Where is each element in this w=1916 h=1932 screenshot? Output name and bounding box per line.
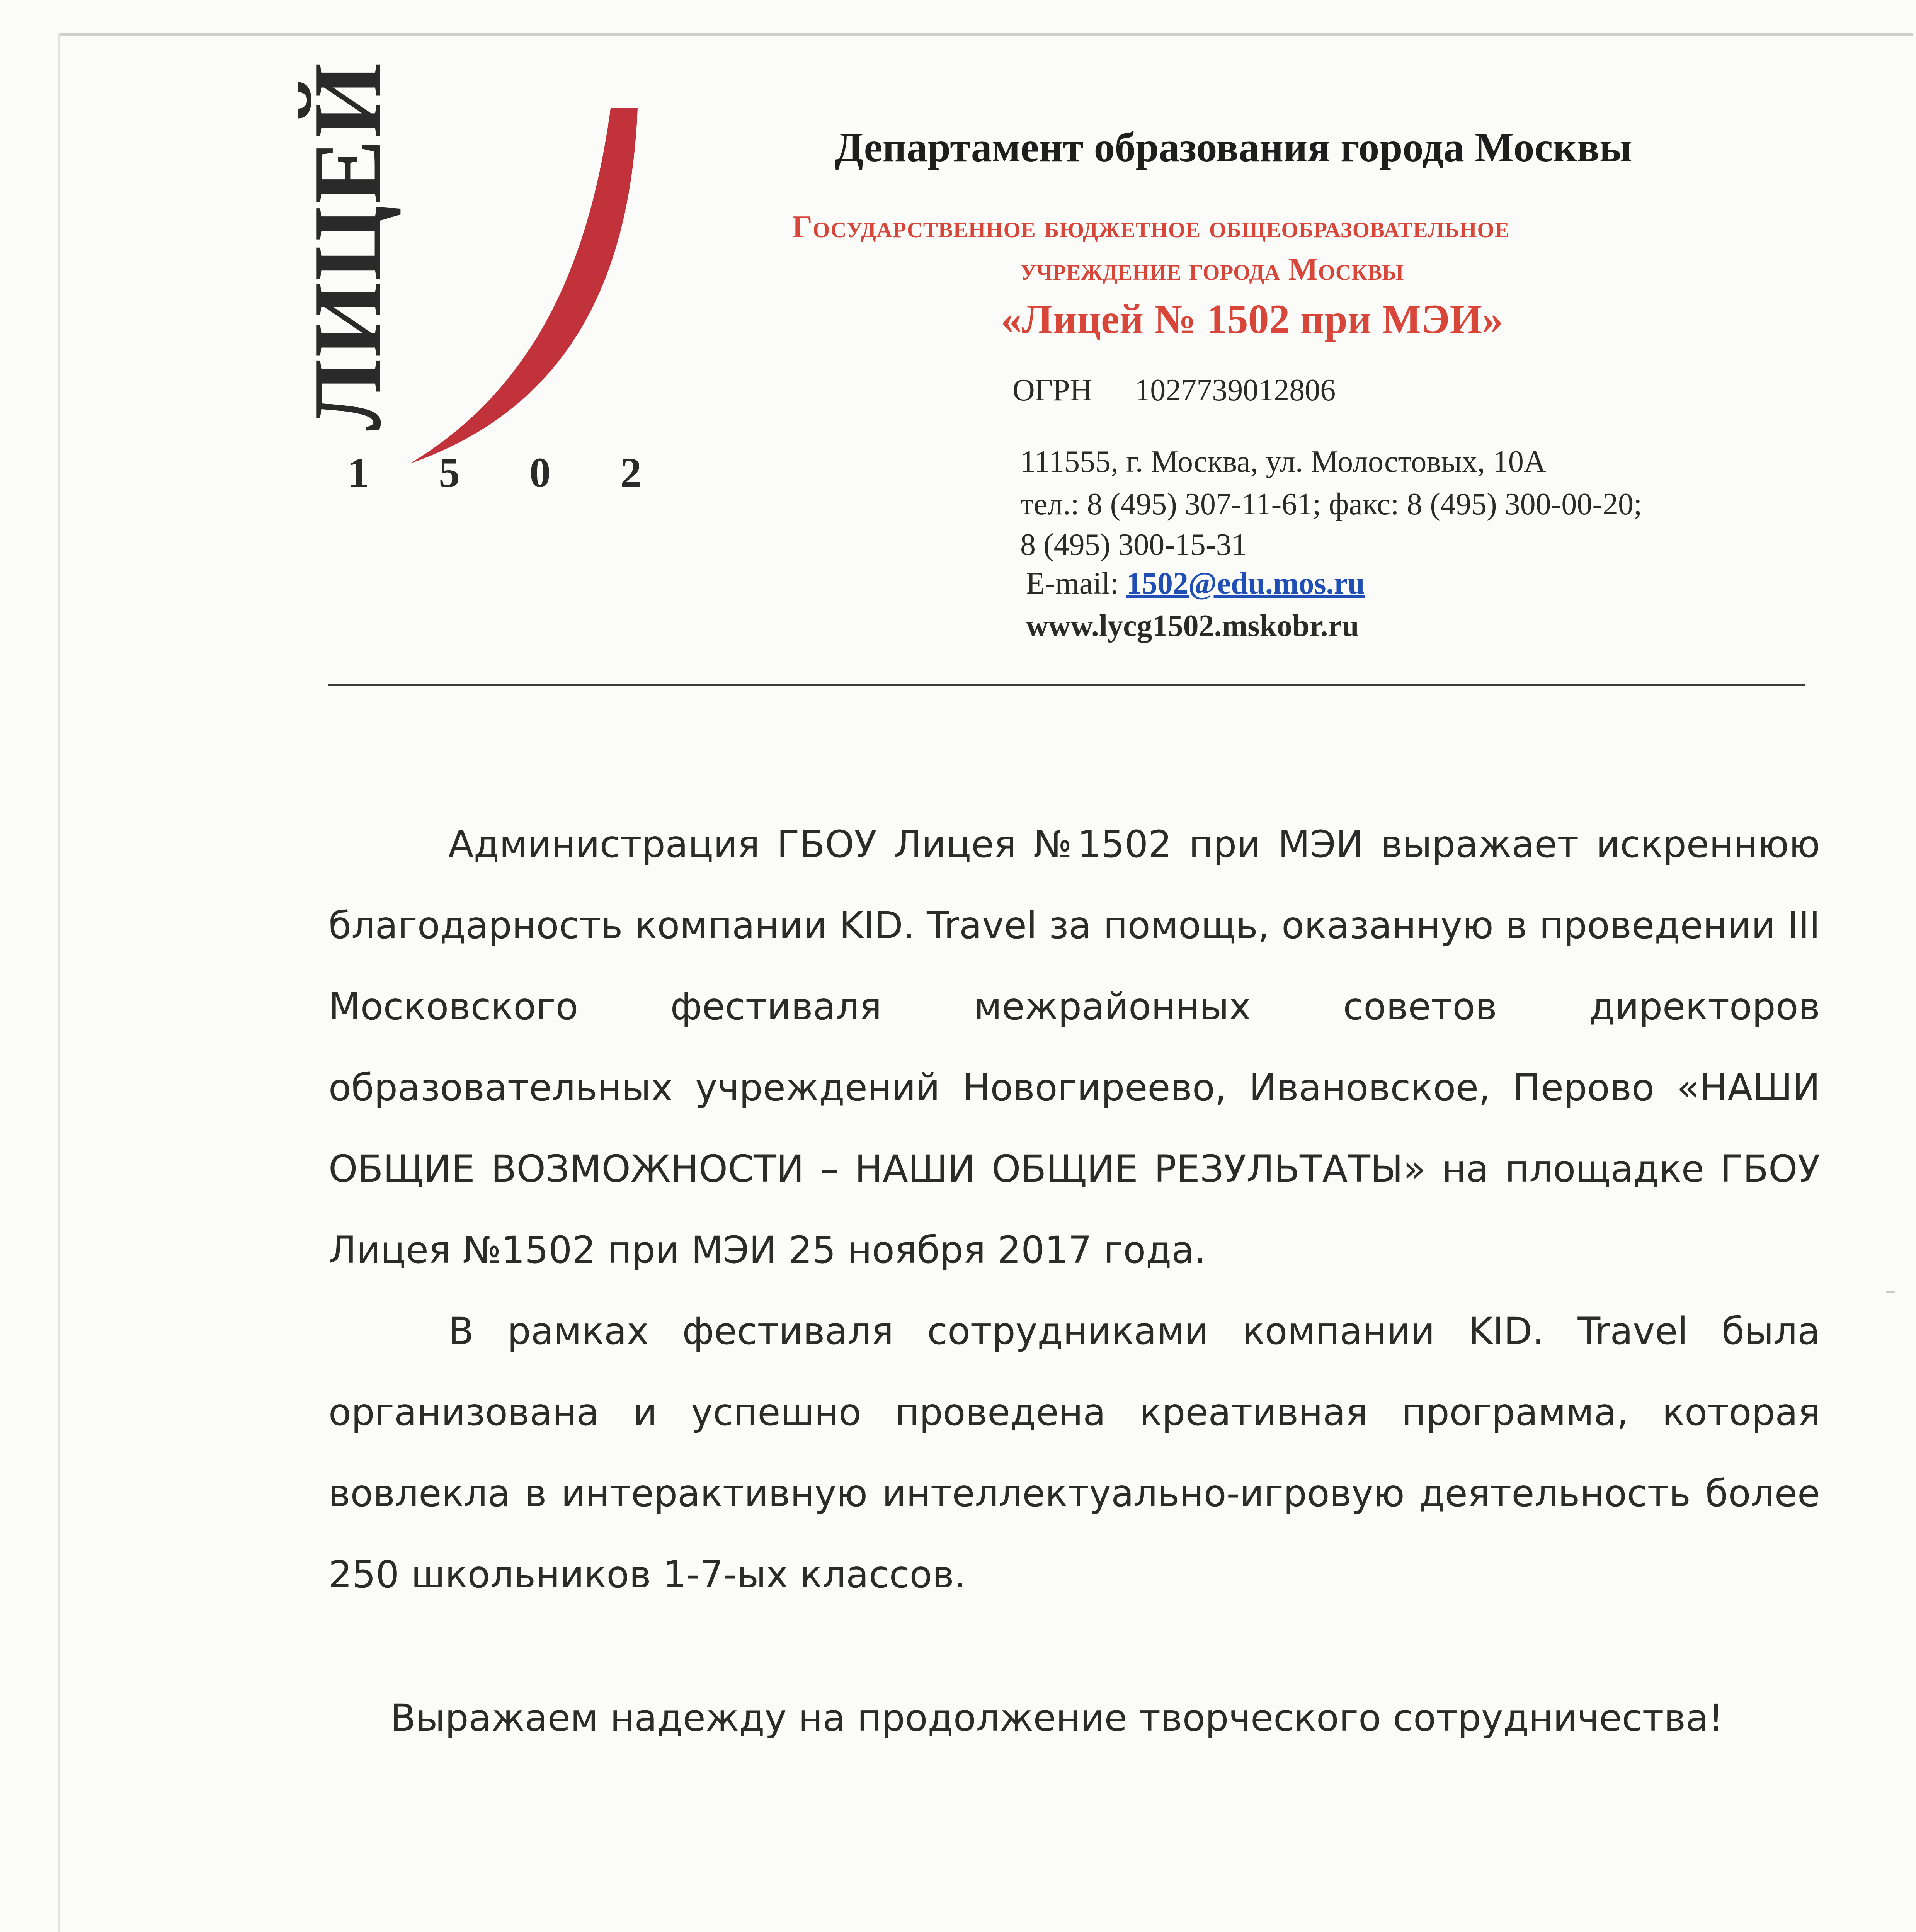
letter-body xyxy=(328,804,1820,1615)
paragraph-2: В рамках фестиваля сотрудниками компании KID. Travel была организована и успешно проведена креативная программа, которая вовлекла в интерактивную интеллектуально-игровую деятельность более 250 школьников 1-7-ых классов. xyxy=(328,1310,1820,1596)
scan-edge-top xyxy=(58,33,1913,36)
header-divider xyxy=(328,684,1805,686)
email-label: E-mail: xyxy=(1026,566,1126,600)
school-name-line3: «Лицей № 1502 при МЭИ» xyxy=(1001,296,1503,342)
ogrn-value: 1027739012806 xyxy=(1135,373,1336,407)
email-link[interactable]: 1502@edu.mos.ru xyxy=(1126,566,1365,600)
scan-edge-left xyxy=(58,33,60,1932)
logo-digits xyxy=(348,448,642,497)
scan-speck xyxy=(1886,1291,1895,1293)
ogrn-label: ОГРН xyxy=(1012,373,1092,407)
logo-digit: 1 xyxy=(348,449,369,496)
school-name-line2: учреждение города Москвы xyxy=(1020,252,1404,287)
department-title: Департамент образования города Москвы xyxy=(835,124,1632,170)
logo-digit: 2 xyxy=(620,449,642,496)
handwritten-signature xyxy=(1237,1924,1507,1932)
school-name-line1: Государственное бюджетное общеобразовательное xyxy=(792,209,1510,244)
website[interactable]: www.lycg1502.mskobr.ru xyxy=(1026,609,1359,643)
address: 111555, г. Москва, ул. Молостовых, 10А xyxy=(1020,445,1546,479)
lyceum-logo xyxy=(294,61,642,518)
closing-line: Выражаем надежду на продолжение творческого сотрудничества! xyxy=(390,1696,1724,1740)
ogrn-line xyxy=(1012,373,1336,408)
logo-digit: 5 xyxy=(439,449,460,496)
logo-word: ЛИЦЕЙ xyxy=(294,61,401,431)
phone-line-2: 8 (495) 300-15-31 xyxy=(1020,528,1247,562)
paragraph-1: Администрация ГБОУ Лицея №1502 при МЭИ выражает искреннюю благодарность компании KID. Travel за помощь, оказанную в проведении III Московского фестиваля межрайонных советов директоров образовательных учреждений Новогиреево, Ивановское, Перово «НАШИ ОБЩИЕ ВОЗМОЖНОСТИ – НАШИ ОБЩИЕ РЕЗУЛЬТАТЫ» на площадке ГБОУ Лицея №1502 при МЭИ 25 ноября 2017 года. xyxy=(328,823,1820,1272)
logo-digit: 0 xyxy=(529,449,551,496)
phone-line-1: тел.: 8 (495) 307-11-61; факс: 8 (495) 300-00-20; xyxy=(1020,487,1642,521)
email-line xyxy=(1026,566,1365,601)
